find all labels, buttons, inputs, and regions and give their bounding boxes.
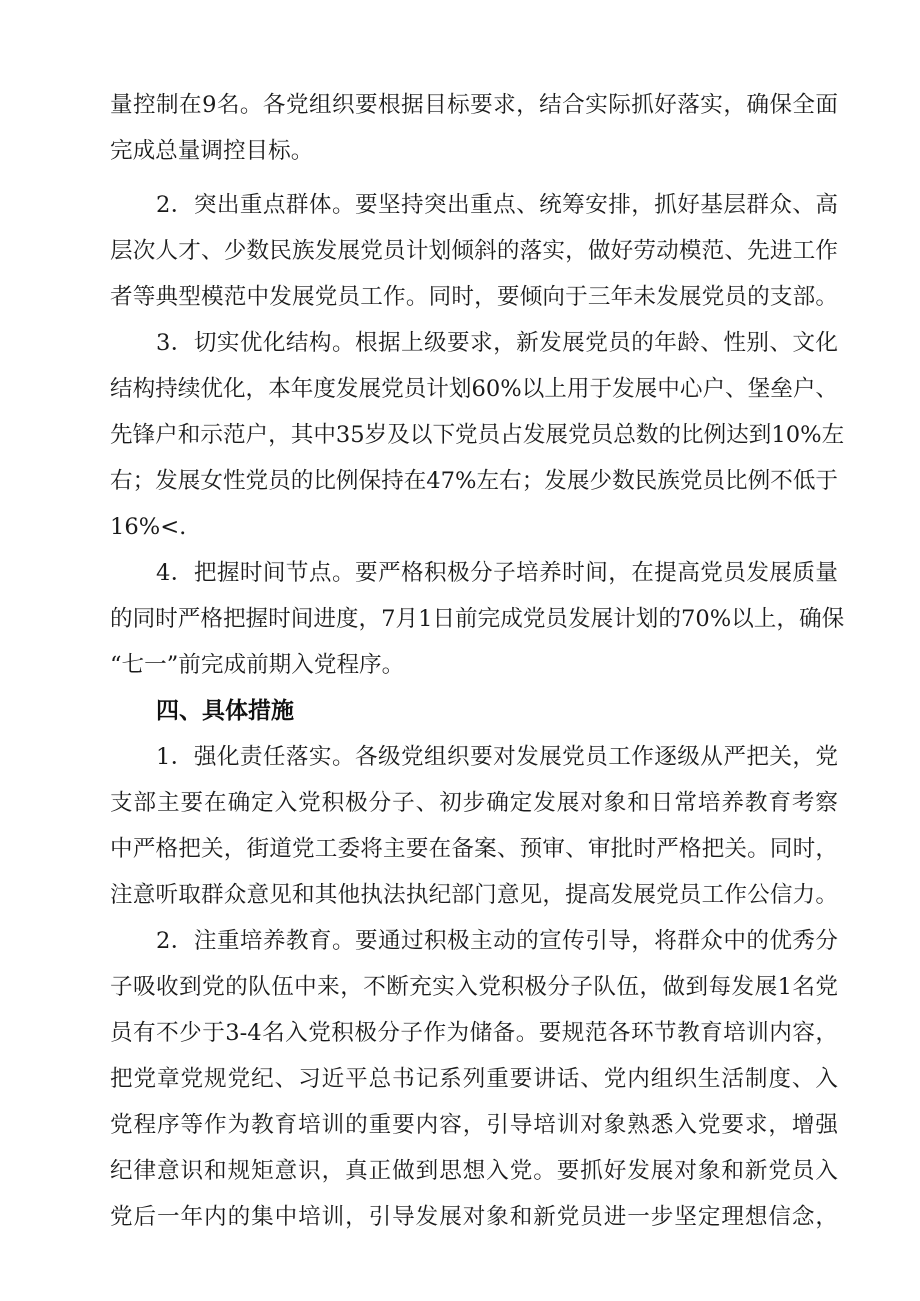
text-line: 纪律意识和规矩意识，真正做到思想入党。要抓好发展对象和新党员入 xyxy=(110,1158,838,1184)
text-line: 党程序等作为教育培训的重要内容，引导培训对象熟悉入党要求，增强 xyxy=(110,1112,838,1138)
text-line: 1．强化责任落实。各级党组织要对发展党员工作逐级从严把关，党 xyxy=(156,744,838,770)
text-line: 者等典型模范中发展党员工作。同时，要倾向于三年未发展党员的支部。 xyxy=(110,284,838,310)
text-line: 16%<. xyxy=(110,514,187,540)
text-line: 2．注重培养教育。要通过积极主动的宣传引导，将群众中的优秀分 xyxy=(156,928,838,954)
text-line: 把党章党规党纪、习近平总书记系列重要讲话、党内组织生活制度、入 xyxy=(110,1066,838,1092)
text-line: 量控制在9名。各党组织要根据目标要求，结合实际抓好落实，确保全面 xyxy=(110,92,838,118)
text-line: 右；发展女性党员的比例保持在47%左右；发展少数民族党员比例不低于 xyxy=(110,468,839,494)
text-line: 中严格把关，街道党工委将主要在备案、预审、审批时严格把关。同时， xyxy=(110,836,838,862)
text-line: 2．突出重点群体。要坚持突出重点、统筹安排，抓好基层群众、高 xyxy=(156,192,838,218)
text-line: 先锋户和示范户，其中35岁及以下党员占发展党员总数的比例达到10%左 xyxy=(110,422,845,448)
text-line: 层次人才、少数民族发展党员计划倾斜的落实，做好劳动模范、先进工作 xyxy=(110,238,838,264)
text-line: “七一”前完成前期入党程序。 xyxy=(110,652,405,678)
text-line: 子吸收到党的队伍中来，不断充实入党积极分子队伍，做到每发展1名党 xyxy=(110,974,838,1000)
text-line: 的同时严格把握时间进度，7月1日前完成党员发展计划的70%以上，确保 xyxy=(110,606,845,632)
text-line: 3．切实优化结构。根据上级要求，新发展党员的年龄、性别、文化 xyxy=(156,330,838,356)
text-line: 员有不少于3-4名入党积极分子作为储备。要规范各环节教育培训内容， xyxy=(110,1020,838,1046)
text-line: 4．把握时间节点。要严格积极分子培养时间，在提高党员发展质量 xyxy=(156,560,838,586)
text-line: 结构持续优化，本年度发展党员计划60%以上用于发展中心户、堡垒户、 xyxy=(110,376,839,402)
section-heading: 四、具体措施 xyxy=(156,698,294,724)
text-line: 注意听取群众意见和其他执法执纪部门意见，提高发展党员工作公信力。 xyxy=(110,882,838,908)
text-line: 完成总量调控目标。 xyxy=(110,138,314,164)
text-line: 支部主要在确定入党积极分子、初步确定发展对象和日常培养教育考察 xyxy=(110,790,838,816)
text-line: 党后一年内的集中培训，引导发展对象和新党员进一步坚定理想信念， xyxy=(110,1204,838,1230)
